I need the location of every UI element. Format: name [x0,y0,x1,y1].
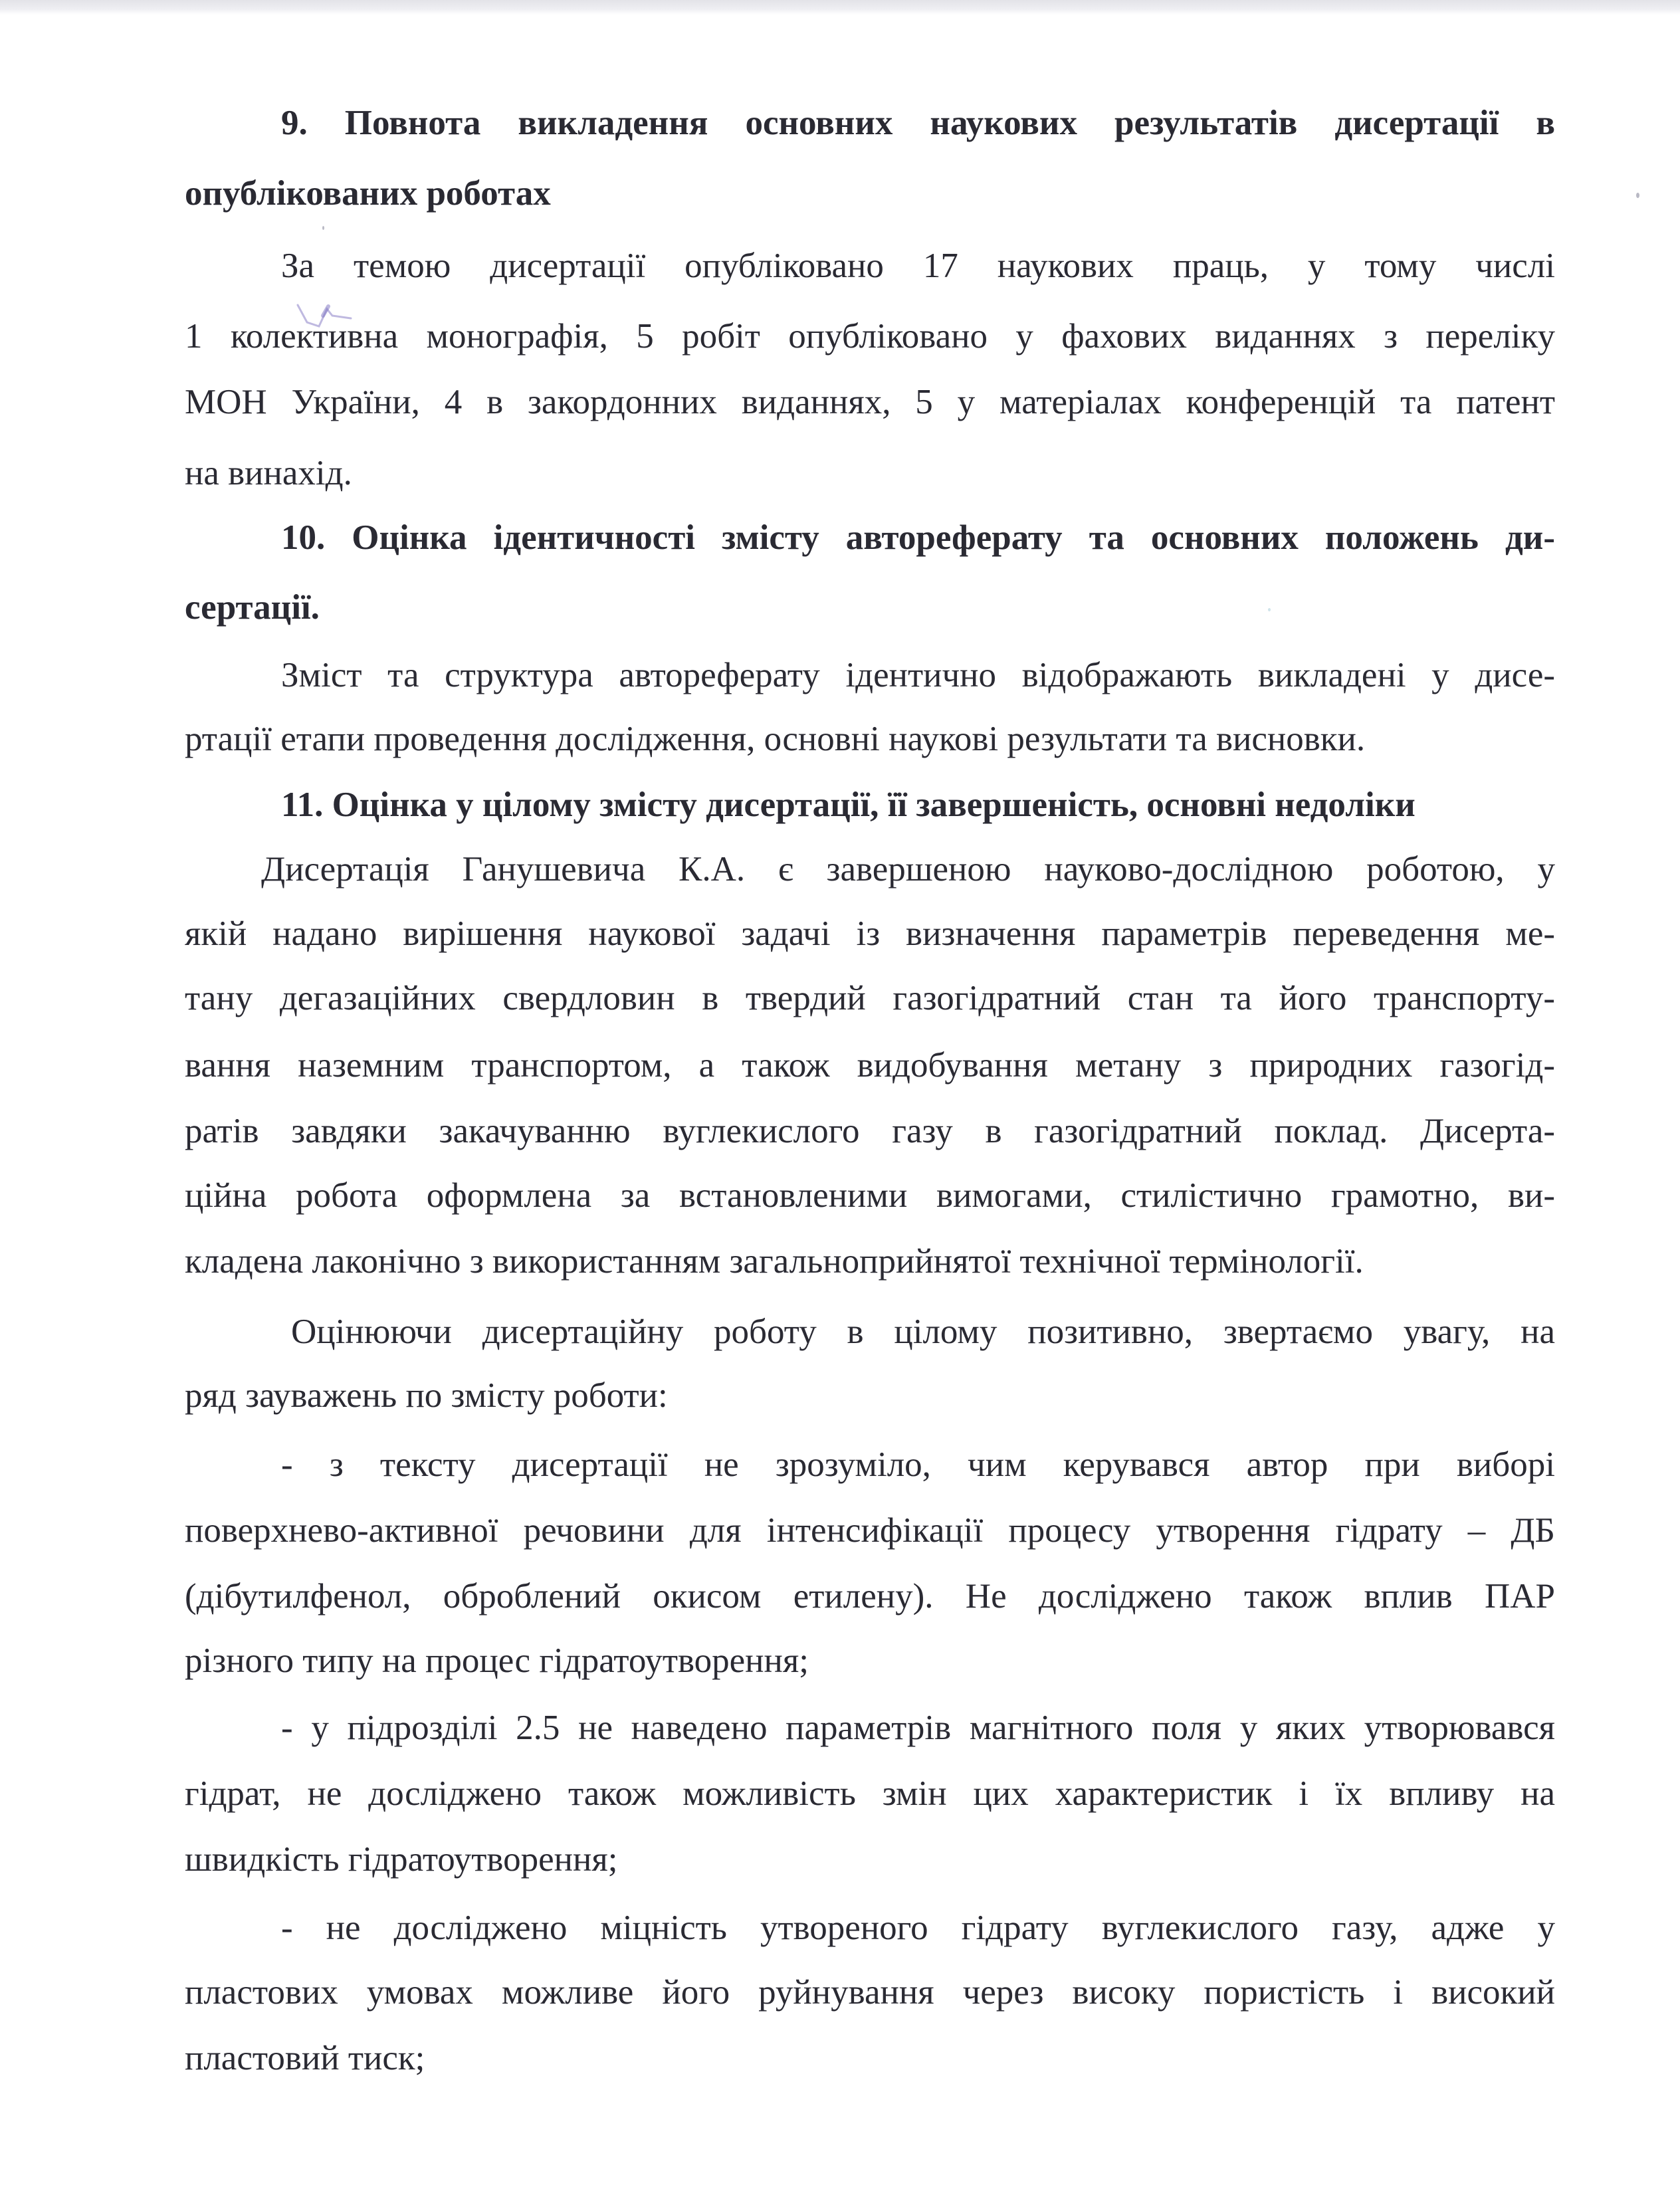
remark-3-line: - не досліджено міцність утвореного гідрату вуглекислого газу, адже у [281,1909,1555,1947]
section-9-body-line: За темою дисертації опубліковано 17 наукових праць, у тому числі [281,247,1555,285]
section-11-para-line: вання наземним транспортом, а також видобування метану з природних газогід- [185,1046,1555,1085]
section-11-para-line: Дисертація Ганушевича К.А. є завершеною науково-дослідною роботою, у [261,850,1555,888]
section-9-heading-line-2: опублікованих роботах [185,174,551,213]
section-10-heading-line-1: 10. Оцінка ідентичності змісту автореферату та основних положень ди- [281,518,1555,557]
section-9-body-line: 1 колективна монографія, 5 робіт опубліковано у фахових виданнях з переліку [185,317,1555,356]
scan-edge-artifact [0,0,1680,15]
section-11-para-line: ційна робота оформлена за встановленими вимогами, стилістично грамотно, ви- [185,1176,1555,1215]
section-10-heading-line-2: сертації. [185,588,320,627]
section-11-para-line: якій надано вирішення наукової задачі із визначення параметрів переведення ме- [185,914,1555,953]
section-10-body-line: Зміст та структура автореферату ідентично відображають викладені у дисе- [281,656,1555,694]
section-11-para-line: Оцінюючи дисертаційну роботу в цілому позитивно, звертаємо увагу, на [291,1312,1555,1351]
section-11-heading: 11. Оцінка у цілому змісту дисертації, її завершеність, основні недоліки [281,785,1416,824]
remark-2-line: - у підрозділі 2.5 не наведено параметрів магнітного поля у яких утворювався [281,1709,1555,1747]
section-11-para-line: ряд зауважень по змісту роботи: [185,1376,668,1415]
section-11-para-line: тану дегазаційних свердловин в твердий газогідратний стан та його транспорту- [185,979,1555,1017]
remark-1-line: - з тексту дисертації не зрозуміло, чим керувався автор при виборі [281,1445,1555,1484]
remark-1-line: поверхнево-активної речовини для інтенсифікації процесу утворення гідрату – ДБ [185,1511,1555,1550]
remark-2-line: гідрат, не досліджено також можливість змін цих характеристик і їх впливу на [185,1774,1555,1813]
section-10-body-line: ртації етапи проведення дослідження, основні наукові результати та висновки. [185,720,1366,758]
section-11-para-line: ратів завдяки закачуванню вуглекислого газу в газогідратний поклад. Дисерта- [185,1112,1555,1150]
section-9-body-line: МОН України, 4 в закордонних виданнях, 5 у матеріалах конференцій та патент [185,383,1555,421]
scan-speck [1636,193,1639,198]
section-11-para-line: кладена лаконічно з використанням загальноприйнятої технічної термінології. [185,1242,1364,1281]
remark-1-line: (дібутилфенол, оброблений окисом етилену). Не досліджено також вплив ПАР [185,1577,1555,1616]
section-9-heading-line-1: 9. Повнота викладення основних наукових результатів дисертації в [281,104,1555,142]
remark-2-line: швидкість гідратоутворення; [185,1840,618,1879]
remark-3-line: пластових умовах можливе його руйнування через високу пористість і високий [185,1973,1555,2012]
section-9-body-line: на винахід. [185,454,352,492]
scan-speck [322,226,324,230]
remark-1-line: різного типу на процес гідратоутворення; [185,1641,809,1680]
remark-3-line: пластовий тиск; [185,2039,425,2077]
